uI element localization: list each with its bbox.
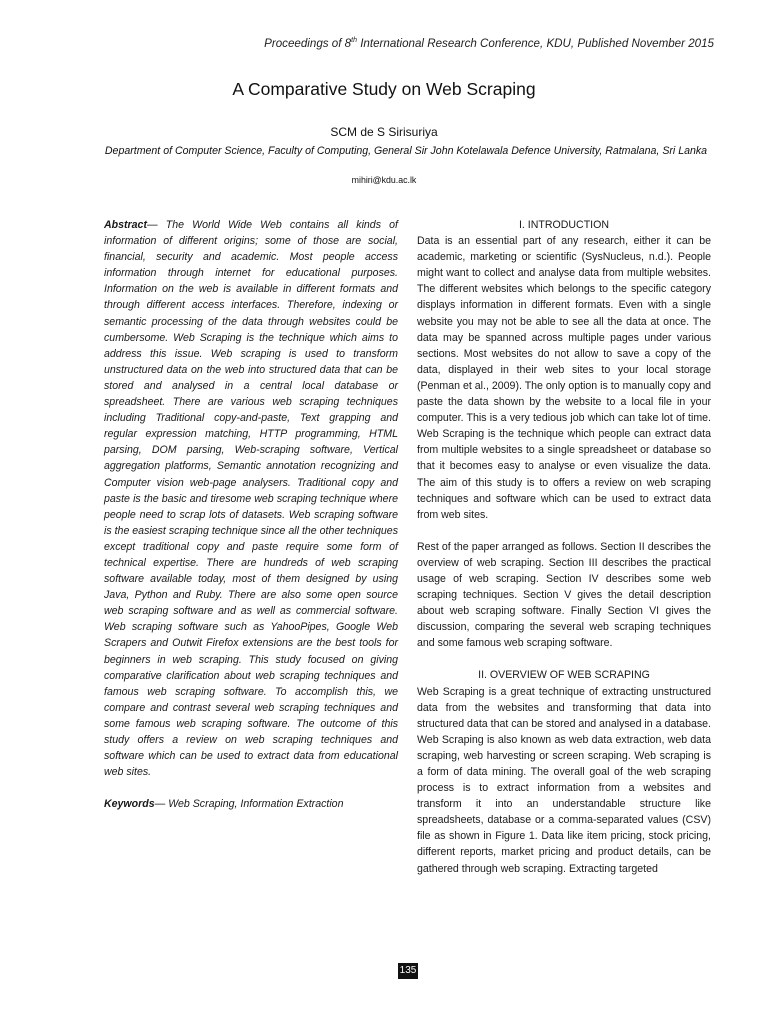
abstract: Abstract— The World Wide Web contains all kinds of information of different origins; some of those are social, financial, security and academic. Most people access information through internet for educational purposes. Information on the web is available in different formats and through different access interfaces. Therefore, indexing or semantic processing of the data through websites could be cumbersome. Web Scraping is the technique which aims to address this issue. Web scraping is used to transform unstructured data on the web into structured data that can be stored and analysed in a central local database or spreadsheet. There are various web scraping techniques including Traditional copy-and-paste, Text grapping and regular expression matching, HTTP programming, HTML parsing, DOM parsing, Web-scraping software, Vertical aggregation platforms, Semantic annotation recognizing and Computer vision web-page analysers. Traditional copy and paste is the basic and tiresome web scraping technique where people need to scrap lots of datasets. Web scraping software is the easiest scraping technique since all the other techniques except traditional copy and paste require some form of technical expertise. There are hundreds of web scraping software available today, most of them designed by using Java, Python and Ruby. There are also some open source web scraping software and as well as commercial software. Web scraping software such as YahooPipes, Google Web Scrapers and Outwit Firefox extensions are the best tools for beginners in web scraping. This study focused on giving comparative clarification about web scraping techniques and famous web scraping software. To accomplish this, we compare and contrast several web scraping techniques and some famous web scraping software. The outcome of this study offers a review on web scraping techniques and software which can be used to extract data from educational web sites. bbox=[104, 219, 398, 779]
keywords: Keywords— Web Scraping, Information Extraction bbox=[104, 798, 344, 811]
left-column bbox=[104, 217, 398, 812]
author-email: mihiri@kdu.ac.lk bbox=[351, 175, 417, 185]
page-number: 135 bbox=[398, 963, 418, 979]
section-heading-introduction: I. INTRODUCTION bbox=[518, 219, 610, 231]
author-affiliation: Department of Computer Science, Faculty of Computing, General Sir John Kotelawala Defence University, Ratmalana, Sri Lanka bbox=[104, 145, 708, 157]
keywords-label: Keywords bbox=[104, 798, 155, 811]
paper-title: A Comparative Study on Web Scraping bbox=[232, 79, 536, 99]
right-column bbox=[417, 217, 711, 877]
author-name: SCM de S Sirisuriya bbox=[330, 125, 438, 139]
introduction-paragraph-2: Rest of the paper arranged as follows. Section II describes the overview of web scraping. Section III describes the practical usage of web scraping. Section IV describes some web scraping techniques. Section V gives the detail description about web scraping software. Finally Section VI gives the discussion, comparing the several web scraping techniques and some famous web scraping software. bbox=[417, 540, 711, 650]
abstract-label: Abstract bbox=[104, 219, 147, 231]
keywords-text: Web Scraping, Information Extraction bbox=[168, 798, 344, 811]
introduction-paragraph-1: Data is an essential part of any research, either it can be academic, marketing or scientific (SysNucleus, n.d.). People might want to collect and analyse data from multiple websites. The different websites which belongs to the specific category displays information in different formats. Even with a single website you may not be able to see all the data at once. The data may be spanned across multiple pages under various sections. Most websites do not allow to save a copy of the data, displayed in their web sites to your local storage (Penman et al., 2009). The only option is to manually copy and paste the data shown by the website to a local file in your computer. This is a very tedious job which can take lot of time. Web Scraping is the technique which people can extract data from multiple websites to a single spreadsheet or database so that it becomes easy to analyse or even visualize the data. The aim of this study is to offers a review on web scraping techniques and software which can be used to extract data from web sites. bbox=[417, 235, 711, 521]
abstract-text: The World Wide Web contains all kinds of information of different origins; some of those are social, financial, security and academic. Most people access information through internet for educational purposes. Information on the web is available in different formats and through different access interfaces. Therefore, indexing or semantic processing of the data through websites could be cumbersome. Web Scraping is the technique which aims to address this issue. Web scraping is used to transform unstructured data on the web into structured data that can be stored and analysed in a central local database or spreadsheet. There are various web scraping techniques including Traditional copy-and-paste, Text grapping and regular expression matching, HTTP programming, HTML parsing, DOM parsing, Web-scraping software, Vertical aggregation platforms, Semantic annotation recognizing and Computer vision web-page analysers. Traditional copy and paste is the basic and tiresome web scraping technique where people need to scrap lots of datasets. Web scraping software is the easiest scraping technique since all the other techniques except traditional copy and paste require some form of technical expertise. There are hundreds of web scraping software available today, most of them designed by using Java, Python and Ruby. There are also some open source web scraping software and as well as commercial software. Web scraping software such as YahooPipes, Google Web Scrapers and Outwit Firefox extensions are the best tools for beginners in web scraping. This study focused on giving comparative clarification about web scraping techniques and famous web scraping software. To accomplish this, we compare and contrast several web scraping techniques and some famous web scraping software. The outcome of this study offers a review on web scraping techniques and software which can be used to extract data from educational web sites. bbox=[104, 219, 398, 779]
overview-paragraph-1: Web Scraping is a great technique of extracting unstructured data from the websites and transforming that data into structured data that can be stored and analysed in a database. Web Scraping is also known as web data extraction, web data scraping, web harvesting or screen scraping. Web scraping is a form of data mining. The overall goal of the web scraping process is to extract information from a websites and transform it into an understandable structure like spreadsheets, database or a comma-separated values (CSV) file as shown in Figure 1. Data like item pricing, stock pricing, different reports, market pricing and product details, can be gathered through web scraping. Extracting targeted bbox=[417, 685, 711, 875]
running-header: Proceedings of 8th International Research Conference, KDU, Published November 2015 bbox=[264, 37, 714, 50]
section-heading-overview: II. OVERVIEW OF WEB SCRAPING bbox=[478, 669, 650, 682]
